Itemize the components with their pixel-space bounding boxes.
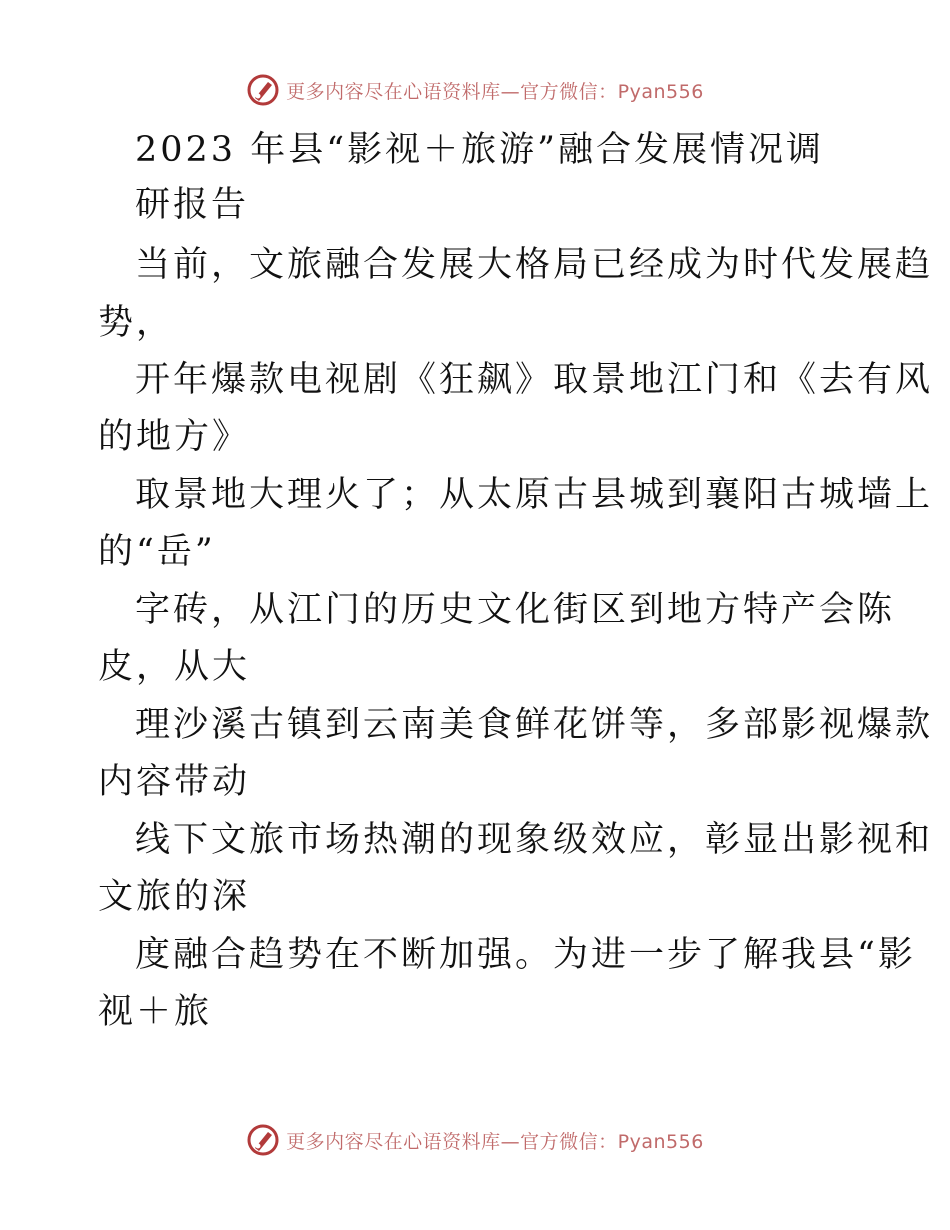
- footer-watermark: [0, 1120, 950, 1160]
- header-watermark: [0, 70, 950, 110]
- document-title-line-1: 2023 年县“影视＋旅游”融合发展情况调: [135, 130, 824, 170]
- paragraph-line: 的“岳”: [98, 532, 216, 572]
- paragraph-line: 字砖，从江门的历史文化街区到地方特产会陈: [135, 590, 896, 630]
- paragraph-line: 线下文旅市场热潮的现象级效应，彰显出影视和: [135, 820, 934, 860]
- paragraph-line: 取景地大理火了；从太原古县城到襄阳古城墙上: [135, 475, 934, 515]
- paragraph-line: 内容带动: [98, 762, 251, 802]
- watermark-text: 更多内容尽在心语资料库—官方微信：Pyan556: [286, 80, 704, 103]
- pen-logo-icon: [246, 1123, 280, 1157]
- paragraph-line: 理沙溪古镇到云南美食鲜花饼等，多部影视爆款: [135, 705, 934, 745]
- paragraph-line: 皮，从大: [98, 647, 251, 687]
- paragraph-line: 度融合趋势在不断加强。为进一步了解我县“影: [135, 935, 916, 975]
- paragraph-line: 势，: [98, 303, 175, 343]
- pen-logo-icon: [246, 73, 280, 107]
- document-title-line-2: 研报告: [135, 185, 250, 225]
- paragraph-line: 开年爆款电视剧《狂飙》取景地江门和《去有风: [135, 360, 934, 400]
- paragraph-line: 当前，文旅融合发展大格局已经成为时代发展趋: [135, 245, 934, 285]
- watermark-text: 更多内容尽在心语资料库—官方微信：Pyan556: [286, 1130, 704, 1153]
- paragraph-line: 的地方》: [98, 417, 251, 457]
- paragraph-line: 视＋旅: [98, 992, 213, 1032]
- paragraph-line: 文旅的深: [98, 877, 251, 917]
